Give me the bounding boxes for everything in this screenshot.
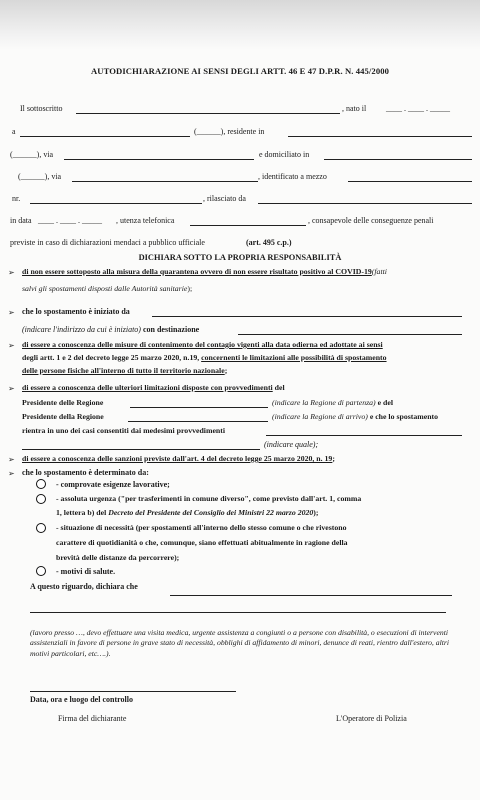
field-case-line-2[interactable] bbox=[22, 449, 260, 450]
field-reason-line-2[interactable] bbox=[30, 612, 446, 613]
option-urgenza-line2: 1, lettera b) del Decreto del Presidente del Consiglio dei Ministri 22 marzo 2020); bbox=[56, 508, 319, 517]
item-destination: (indicare l'indirizzo da cui è iniziato) con destinazione bbox=[22, 325, 200, 334]
item-misure-line1: di essere a conoscenza delle misure di contenimento del contagio vigenti alla data odierna ed adottate ai sensi bbox=[22, 340, 383, 349]
option-radio-lavoro[interactable] bbox=[36, 479, 46, 489]
option-radio-urgenza[interactable] bbox=[36, 494, 46, 504]
field-case-line-1[interactable] bbox=[266, 435, 462, 436]
field-reason-line-1[interactable] bbox=[170, 595, 452, 596]
label-rientra: rientra in uno dei casi consentiti dai medesimi provvedimenti bbox=[22, 426, 226, 435]
label-art-495: (art. 495 c.p.) bbox=[246, 238, 292, 247]
label-identificato: , identificato a mezzo bbox=[258, 172, 327, 181]
arrow-bullet-icon: ➢ bbox=[8, 308, 15, 317]
label-data-luogo: Data, ora e luogo del controllo bbox=[30, 695, 133, 704]
field-birthplace-line[interactable] bbox=[20, 136, 190, 137]
field-residence-line[interactable] bbox=[288, 136, 472, 137]
field-region-arrival-line[interactable] bbox=[128, 421, 268, 422]
label-firma-dichiarante: Firma del dichiarante bbox=[58, 714, 127, 723]
item-quarantine-cont: salvi gli spostamenti disposti dalle Autorità sanitarie); bbox=[22, 284, 193, 293]
option-necessita-line1: - situazione di necessità (per spostamenti all'interno dello stesso comune o che rivestono bbox=[56, 523, 347, 532]
option-necessita-line2: carattere di quotidianità o che, comunque, siano effettuati abitualmente in ragione della bbox=[56, 538, 348, 547]
option-urgenza-line1: - assoluta urgenza ("per trasferimenti in comune diverso", come previsto dall'art. 1, comma bbox=[56, 494, 362, 503]
label-presidente-partenza: Presidente delle Regione bbox=[22, 398, 104, 407]
label-residente: (______), residente in bbox=[194, 127, 265, 136]
item-misure-line3: delle persone fisiche all'interno di tutto il territorio nazionale; bbox=[22, 366, 228, 375]
label-previste: previste in caso di dichiarazioni mendaci a pubblico ufficiale bbox=[10, 238, 205, 247]
field-destination-line[interactable] bbox=[238, 334, 462, 335]
label-a: a bbox=[12, 127, 16, 136]
option-lavoro-label: - comprovate esigenze lavorative; bbox=[56, 480, 170, 489]
option-radio-salute[interactable] bbox=[36, 566, 46, 576]
label-utenza: , utenza telefonica bbox=[116, 216, 175, 225]
item-sanzioni: di essere a conoscenza delle sanzioni previste dall'art. 4 del decreto legge 25 marzo 2020, n. 19; bbox=[22, 454, 335, 463]
field-id-document-line[interactable] bbox=[348, 181, 472, 182]
document-title: AUTODICHIARAZIONE AI SENSI DEGLI ARTT. 46 E 47 D.P.R. N. 445/2000 bbox=[90, 66, 390, 76]
field-nr-line[interactable] bbox=[30, 203, 202, 204]
field-phone-line[interactable] bbox=[190, 225, 306, 226]
note-examples: (lavoro presso …, devo effettuare una visita medica, urgente assistenza a congiunti o a persone con disabilità, o esecuzioni di interventi assistenziali in favore di persone in grave stato di necessità, obblighi di affidamento di minori, denunce di reati, rientro dall'estero, altri motivi particolari, etc….). bbox=[30, 628, 450, 658]
arrow-bullet-icon: ➢ bbox=[8, 268, 15, 277]
arrow-bullet-icon: ➢ bbox=[8, 384, 15, 393]
label-sottoscritto: Il sottoscritto bbox=[20, 104, 63, 113]
label-determinato: che lo spostamento è determinato da: bbox=[22, 468, 149, 477]
field-name-line[interactable] bbox=[76, 113, 340, 114]
field-via-1-line[interactable] bbox=[64, 159, 254, 160]
item-quarantine: di non essere sottoposto alla misura della quarantena ovvero di non essere risultato positivo al COVID-19(fatti bbox=[22, 267, 387, 276]
label-in-data: in data bbox=[10, 216, 32, 225]
field-region-departure-line[interactable] bbox=[130, 407, 268, 408]
hint-region-departure: (indicare la Regione di partenza) e del bbox=[272, 398, 393, 407]
field-domicile-line[interactable] bbox=[324, 159, 472, 160]
field-issuer-line[interactable] bbox=[258, 203, 472, 204]
label-riguardo: A questo riguardo, dichiara che bbox=[30, 582, 138, 591]
option-salute-label: - motivi di salute. bbox=[56, 567, 116, 576]
label-nato-il: , nato il bbox=[342, 104, 367, 113]
label-domiciliato: e domiciliato in bbox=[259, 150, 310, 159]
option-radio-necessita[interactable] bbox=[36, 523, 46, 533]
arrow-bullet-icon: ➢ bbox=[8, 455, 15, 464]
label-operatore-polizia: L'Operatore di Polizia bbox=[336, 714, 407, 723]
label-spostamento-da: che lo spostamento è iniziato da bbox=[22, 307, 130, 316]
hint-indicare-quale: (indicare quale); bbox=[264, 440, 319, 449]
field-control-data-line[interactable] bbox=[30, 691, 236, 692]
item-misure-line2: degli artt. 1 e 2 del decreto legge 25 marzo 2020, n.19, concernenti le limitazioni alle possibilità di spostamento bbox=[22, 353, 387, 362]
label-via-2: (______), via bbox=[18, 172, 62, 181]
hint-region-arrival: (indicare la Regione di arrivo) e che lo spostamento bbox=[272, 412, 439, 421]
option-necessita-line3: brevità delle distanze da percorrere); bbox=[56, 553, 180, 562]
label-consapevole: , consapevole delle conseguenze penali bbox=[308, 216, 434, 225]
field-via-2-line[interactable] bbox=[72, 181, 258, 182]
section-heading: DICHIARA SOTTO LA PROPRIA RESPONSABILITÀ bbox=[138, 253, 342, 262]
label-rilasciato: , rilasciato da bbox=[203, 194, 246, 203]
field-birth-date[interactable]: ____ . ____ . _____ bbox=[386, 104, 450, 113]
field-issue-date[interactable]: ____ . ____ . _____ bbox=[38, 216, 102, 225]
label-via-1: (______), via bbox=[10, 150, 54, 159]
arrow-bullet-icon: ➢ bbox=[8, 341, 15, 350]
label-presidente-arrivo: Presidente della Regione bbox=[22, 412, 104, 421]
label-nr: nr. bbox=[12, 194, 21, 203]
field-origin-line[interactable] bbox=[152, 316, 462, 317]
arrow-bullet-icon: ➢ bbox=[8, 469, 15, 478]
item-limitazioni: di essere a conoscenza delle ulteriori limitazioni disposte con provvedimenti del bbox=[22, 383, 285, 392]
